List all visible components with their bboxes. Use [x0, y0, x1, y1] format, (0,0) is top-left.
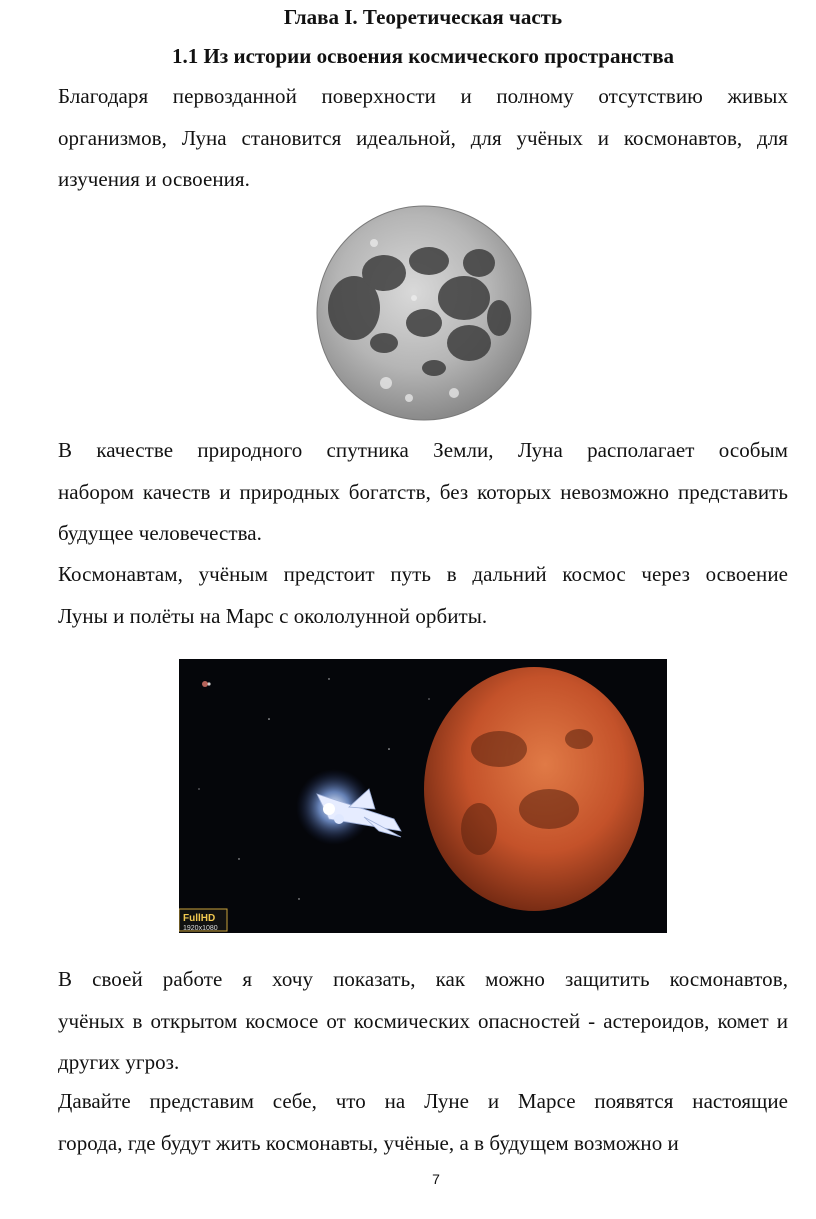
page-number: 7	[432, 1171, 440, 1187]
fullhd-badge: FullHD	[183, 913, 216, 924]
paragraph-line: будущее человечества.	[58, 521, 262, 545]
section-title: 1.1 Из истории освоения космического пространства	[171, 44, 675, 68]
paragraph-line: Космонавтам, учёным предстоит путь в дальний космос через освоение	[58, 562, 788, 586]
paragraph-4	[0, 959, 788, 1084]
chapter-title: Глава I. Теоретическая часть	[283, 5, 563, 29]
paragraph-1	[0, 76, 788, 201]
moon-image	[314, 203, 532, 425]
paragraph-line: города, где будут жить космонавты, учёные, а в будущем возможно и	[58, 1130, 679, 1155]
paragraph-line: других угроз.	[58, 1050, 180, 1074]
paragraph-5	[0, 1081, 788, 1164]
paragraph-line: учёных в открытом космосе от космических опасностей - астероидов, комет и	[58, 1008, 788, 1033]
paragraph-line: набором качеств и природных богатств, без которых невозможно представить	[58, 479, 788, 504]
paragraph-3	[0, 554, 788, 637]
paragraph-line: Благодаря первозданной поверхности и полному отсутствию живых	[58, 84, 788, 108]
paragraph-line: В своей работе я хочу показать, как можно защитить космонавтов,	[58, 967, 788, 991]
paragraph-line: В качестве природного спутника Земли, Луна располагает особым	[58, 438, 788, 462]
paragraph-line: Луны и полёты на Марс с окололунной орбиты.	[58, 603, 488, 628]
mars-spaceship-image	[179, 659, 667, 933]
paragraph-2	[0, 430, 788, 555]
paragraph-line: организмов, Луна становится идеальной, для учёных и космонавтов, для	[58, 125, 788, 150]
paragraph-line: изучения и освоения.	[58, 167, 250, 191]
fullhd-resolution: 1920x1080	[183, 925, 218, 932]
paragraph-line: Давайте представим себе, что на Луне и Марсе появятся настоящие	[58, 1089, 788, 1113]
